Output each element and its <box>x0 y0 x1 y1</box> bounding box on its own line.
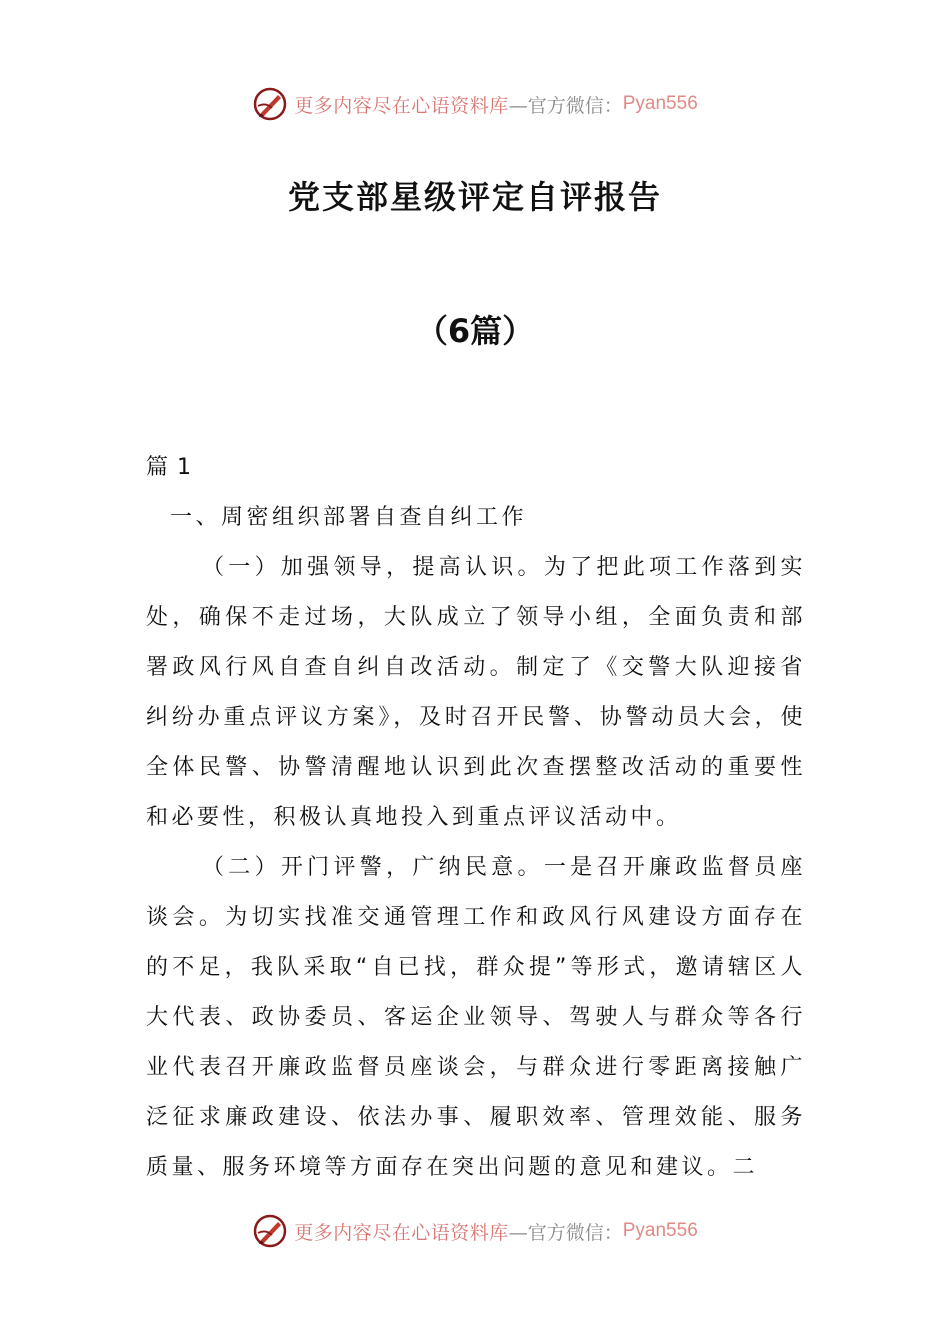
watermark-separator: —官方微信： <box>508 1221 623 1244</box>
document-body <box>146 443 806 1193</box>
watermark-text: 更多内容尽在心语资料库 <box>294 1221 509 1244</box>
pen-logo-icon <box>252 86 288 122</box>
section-label: 篇 1 <box>146 455 192 480</box>
watermark-separator: —官方微信： <box>508 94 623 117</box>
paragraph-1: （一）加强领导，提高认识。为了把此项工作落到实处，确保不走过场，大队成立了领导小组，全面负责和部署政风行风自查自纠自改活动。制定了《交警大队迎接省纠纷办重点评议方案》，及时召开民警、协警动员大会，使全体民警、协警清醒地认识到此次查摆整改活动的重要性和必要性，积极认真地投入到重点评议活动中。 <box>146 555 806 830</box>
watermark-footer <box>0 1211 950 1251</box>
document-subtitle: （6篇） <box>415 312 535 350</box>
watermark-header <box>0 84 950 124</box>
watermark-text: 更多内容尽在心语资料库 <box>294 94 509 117</box>
paragraph-2: （二）开门评警，广纳民意。一是召开廉政监督员座谈会。为切实找准交通管理工作和政风行风建设方面存在的不足，我队采取“自已找，群众提”等形式，邀请辖区人大代表、政协委员、客运企业领导、驾驶人与群众等各行业代表召开廉政监督员座谈会，与群众进行零距离接触广泛征求廉政建设、依法办事、履职效率、管理效能、服务质量、服务环境等方面存在突出问题的意见和建议。二 <box>146 855 806 1180</box>
document-title: 党支部星级评定自评报告 <box>287 178 662 216</box>
section-heading: 一、周密组织部署自查自纠工作 <box>170 505 528 530</box>
watermark-wechat-id: Pyan556 <box>622 1220 698 1241</box>
pen-logo-icon <box>252 1213 288 1249</box>
watermark-wechat-id: Pyan556 <box>622 93 698 114</box>
